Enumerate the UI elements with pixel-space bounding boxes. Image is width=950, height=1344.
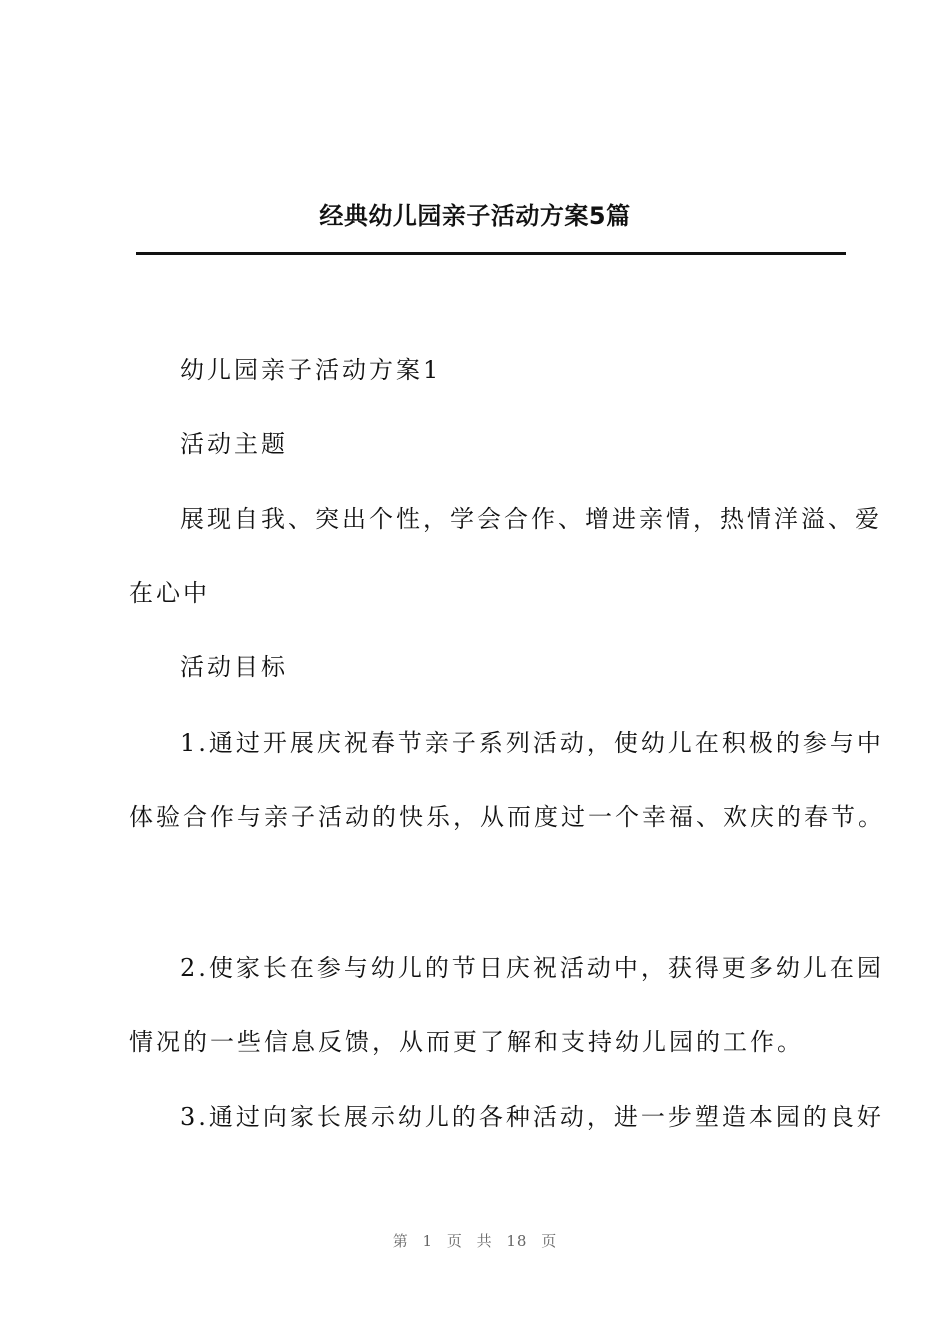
section-heading: 幼儿园亲子活动方案1 [180, 356, 442, 384]
paragraph-line: 情况的一些信息反馈，从而更了解和支持幼儿园的工作。 [129, 1028, 804, 1056]
paragraph-line: 展现自我、突出个性，学会合作、增进亲情，热情洋溢、爱 [180, 505, 882, 533]
document-title: 经典幼儿园亲子活动方案5篇 [319, 202, 631, 230]
paragraph-line: 活动目标 [180, 653, 288, 681]
title-underline [136, 252, 846, 255]
paragraph-line: 活动主题 [180, 430, 288, 458]
paragraph-line: 1.通过开展庆祝春节亲子系列活动，使幼儿在积极的参与中 [180, 729, 884, 757]
paragraph-line: 3.通过向家长展示幼儿的各种活动，进一步塑造本园的良好 [180, 1103, 884, 1131]
paragraph-line: 在心中 [129, 579, 210, 607]
page-number-footer: 第 1 页 共 18 页 [392, 1232, 558, 1250]
paragraph-line: 2.使家长在参与幼儿的节日庆祝活动中，获得更多幼儿在园 [180, 954, 884, 982]
paragraph-line: 体验合作与亲子活动的快乐，从而度过一个幸福、欢庆的春节。 [129, 803, 885, 831]
